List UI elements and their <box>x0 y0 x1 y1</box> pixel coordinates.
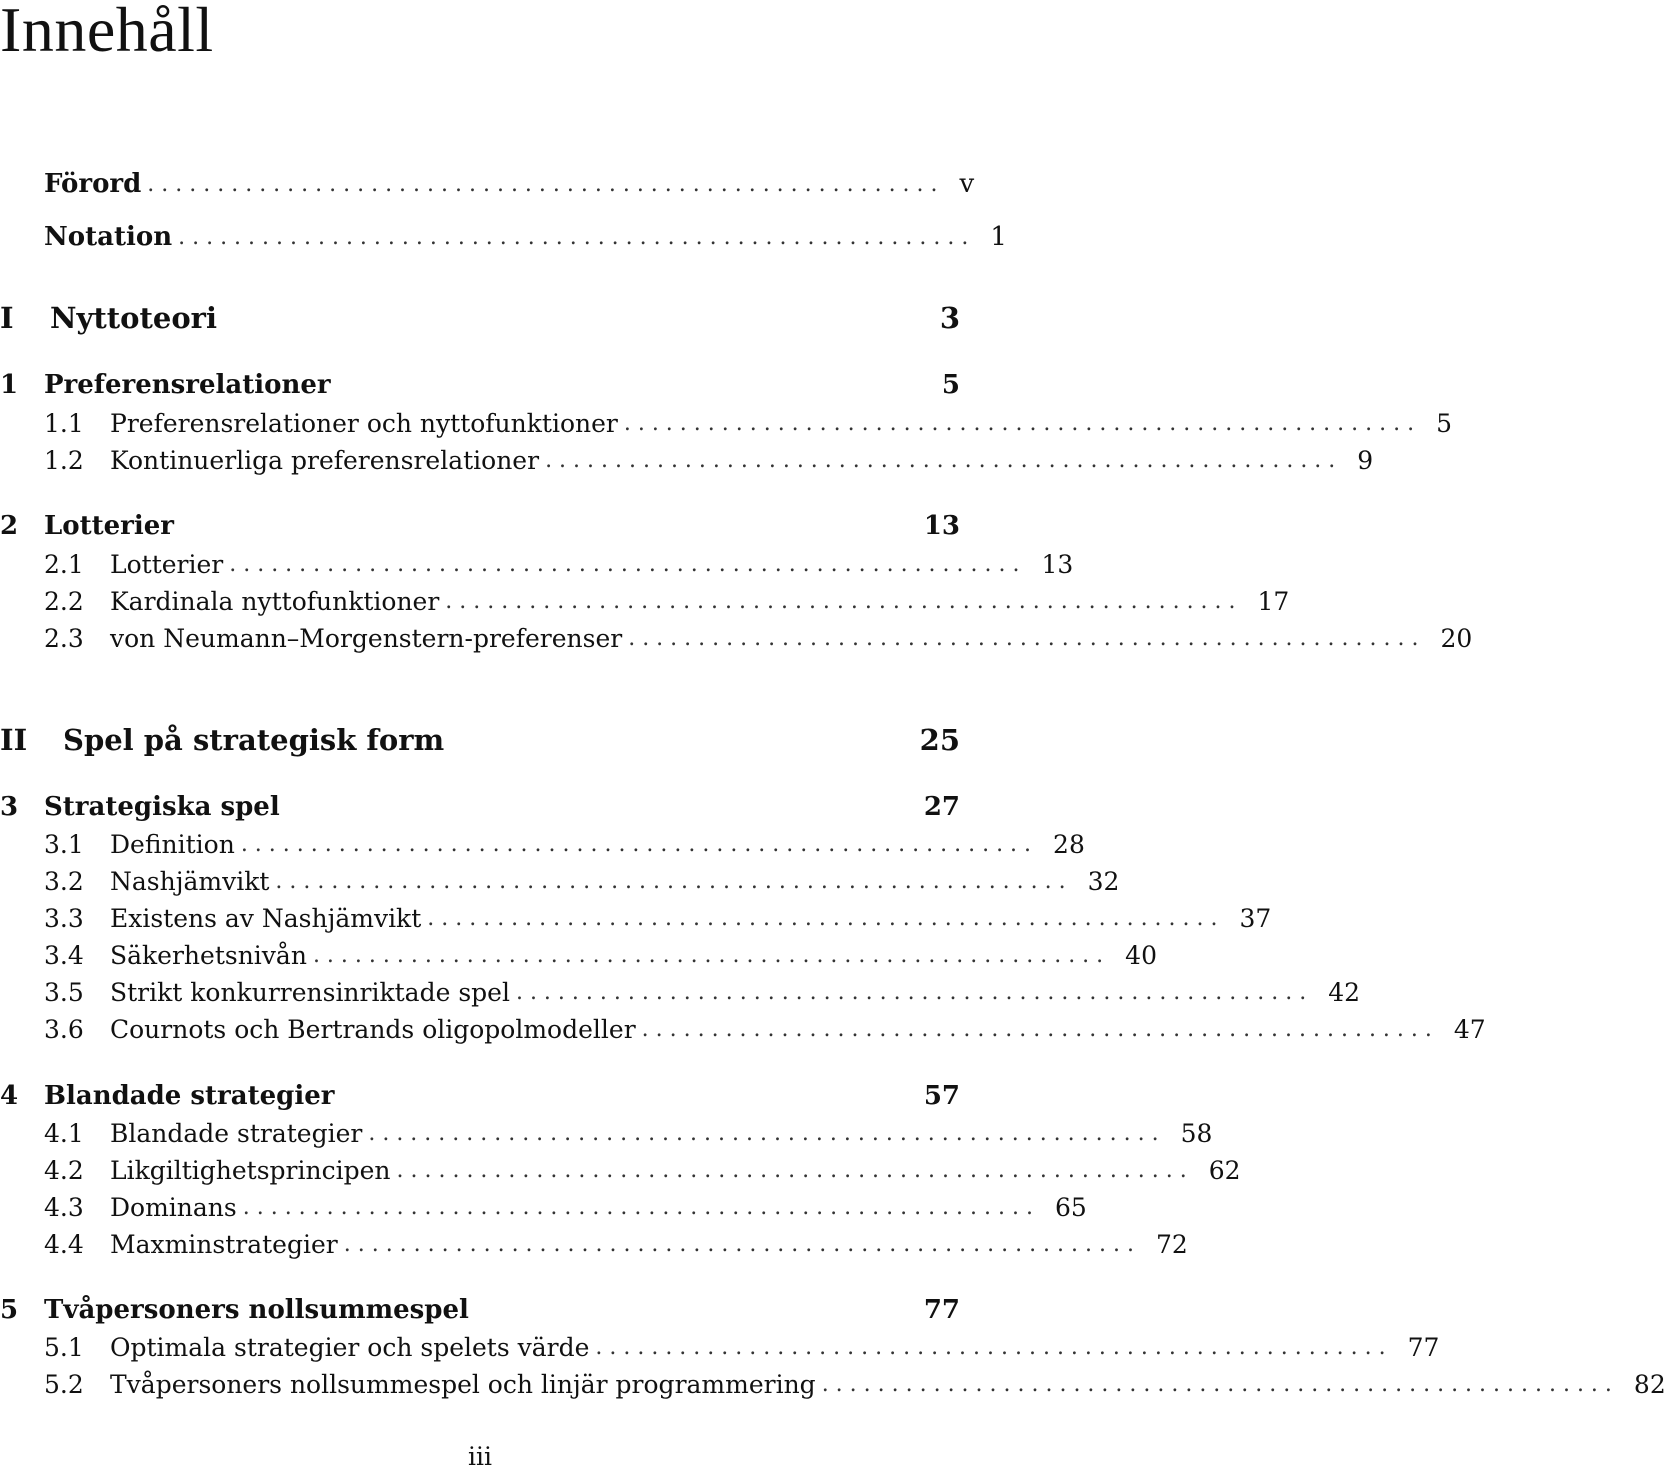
section-page: 40 <box>1125 940 1157 970</box>
section-number: 5.1 <box>44 1332 84 1362</box>
section-page: 17 <box>1257 586 1290 616</box>
section-number: 4.1 <box>44 1118 84 1148</box>
leader-dots: . . . . . . . . . . . . . . . . . . . . . . . . . . . . . . . . . . . . . . . . . . . . . . . . . . . . . . . . . <box>229 551 1020 577</box>
section-label: Blandade strategier <box>110 1118 363 1148</box>
toc-section-4-3[interactable] <box>0 1190 1087 1224</box>
toc-chapter-2[interactable] <box>0 509 960 543</box>
chapter-number: 1 <box>0 370 19 400</box>
chapter-page: 13 <box>923 511 960 541</box>
section-page: 58 <box>1180 1118 1213 1148</box>
chapter-page: 27 <box>923 792 960 822</box>
toc-section-4-4[interactable] <box>0 1227 1188 1261</box>
leader-dots: . . . . . . . . . . . . . . . . . . . . . . . . . . . . . . . . . . . . . . . . . . . . . . . . . . . . . . . . . <box>312 942 1104 968</box>
section-number: 1.1 <box>44 408 84 438</box>
section-label: Dominans <box>110 1192 237 1222</box>
part-numeral: II <box>0 723 28 757</box>
section-number: 3.6 <box>44 1014 84 1044</box>
section-number: 4.4 <box>44 1229 84 1259</box>
leader-dots: . . . . . . . . . . . . . . . . . . . . . . . . . . . . . . . . . . . . . . . . . . . . . . . . . . . . . . . . . <box>427 905 1218 931</box>
leader-dots: . . . . . . . . . . . . . . . . . . . . . . . . . . . . . . . . . . . . . . . . . . . . . . . . . . . . . . . . . <box>641 1016 1432 1042</box>
leader-dots: . . . . . . . . . . . . . . . . . . . . . . . . . . . . . . . . . . . . . . . . . . . . . . . . . . . . . . . . . <box>623 410 1415 436</box>
toc-chapter-5[interactable] <box>0 1293 960 1327</box>
toc-section-3-6[interactable] <box>0 1012 1486 1046</box>
leader-dots: . . . . . . . . . . . . . . . . . . . . . . . . . . . . . . . . . . . . . . . . . . . . . . . . . . . . . . . . . <box>242 1194 1033 1220</box>
toc-entry-foreword[interactable] <box>0 167 975 201</box>
toc-section-3-4[interactable] <box>0 938 1157 972</box>
section-page: 72 <box>1155 1229 1188 1259</box>
section-number: 2.2 <box>44 586 84 616</box>
section-number: 2.3 <box>44 623 84 653</box>
chapter-label: Blandade strategier <box>44 1081 335 1111</box>
section-label: Likgiltighetsprincipen <box>110 1155 391 1185</box>
leader-dots: . . . . . . . . . . . . . . . . . . . . . . . . . . . . . . . . . . . . . . . . . . . . . . . . . . . . . . . . . <box>515 979 1307 1005</box>
toc-section-5-1[interactable] <box>0 1330 1440 1364</box>
chapter-page: 5 <box>941 370 960 400</box>
leader-dots: . . . . . . . . . . . . . . . . . . . . . . . . . . . . . . . . . . . . . . . . . . . . . . . . . . . . . . . . . <box>821 1371 1612 1397</box>
toc-section-1-2[interactable] <box>0 443 1374 477</box>
section-number: 5.2 <box>44 1369 84 1399</box>
chapter-label: Lotterier <box>44 511 174 541</box>
toc-entry-notation[interactable] <box>0 220 1007 254</box>
leader-dots: . . . . . . . . . . . . . . . . . . . . . . . . . . . . . . . . . . . . . . . . . . . . . . . . . . . . . . . . . <box>595 1334 1386 1360</box>
chapter-number: 4 <box>0 1081 19 1111</box>
part-page: 25 <box>919 723 960 757</box>
section-label: Säkerhetsnivån <box>110 940 307 970</box>
toc-section-3-5[interactable] <box>0 975 1360 1009</box>
leader-dots: . . . . . . . . . . . . . . . . . . . . . . . . . . . . . . . . . . . . . . . . . . . . . . . . . . . . . . . . . <box>545 447 1336 473</box>
section-number: 3.2 <box>44 866 84 896</box>
leader-dots: . . . . . . . . . . . . . . . . . . . . . . . . . . . . . . . . . . . . . . . . . . . . . . . . . . . . . . . . . <box>445 588 1236 614</box>
section-number: 4.3 <box>44 1192 84 1222</box>
section-label: Nashjämvikt <box>110 866 270 896</box>
section-number: 3.1 <box>44 829 84 859</box>
toc-section-4-1[interactable] <box>0 1116 1213 1150</box>
entry-label: Notation <box>44 222 173 252</box>
chapter-label: Strategiska spel <box>44 792 280 822</box>
section-label: Maxminstrategier <box>110 1229 338 1259</box>
entry-page: 1 <box>990 222 1007 252</box>
leader-dots: . . . . . . . . . . . . . . . . . . . . . . . . . . . . . . . . . . . . . . . . . . . . . . . . . . . . . . . . . <box>147 171 938 197</box>
section-page: 9 <box>1357 445 1374 475</box>
chapter-number: 5 <box>0 1295 19 1325</box>
toc-section-3-3[interactable] <box>0 901 1272 935</box>
section-label: Kardinala nyttofunktioner <box>110 586 440 616</box>
section-page: 42 <box>1328 977 1360 1007</box>
section-page: 13 <box>1041 549 1074 579</box>
section-page: 82 <box>1633 1369 1666 1399</box>
section-page: 5 <box>1436 408 1452 438</box>
section-page: 47 <box>1453 1014 1486 1044</box>
chapter-page: 77 <box>923 1295 960 1325</box>
toc-section-2-2[interactable] <box>0 584 1290 618</box>
leader-dots: . . . . . . . . . . . . . . . . . . . . . . . . . . . . . . . . . . . . . . . . . . . . . . . . . . . . . . . . . <box>240 831 1032 857</box>
section-number: 2.1 <box>44 549 84 579</box>
section-label: Kontinuerliga preferensrelationer <box>110 445 540 475</box>
section-label: Definition <box>110 829 235 859</box>
section-page: 28 <box>1053 829 1085 859</box>
section-number: 3.3 <box>44 903 84 933</box>
toc-chapter-1[interactable] <box>0 368 960 402</box>
part-label: Nyttoteori <box>50 301 217 335</box>
section-page: 32 <box>1087 866 1120 896</box>
leader-dots: . . . . . . . . . . . . . . . . . . . . . . . . . . . . . . . . . . . . . . . . . . . . . . . . . . . . . . . . . <box>368 1120 1159 1146</box>
section-page: 62 <box>1208 1155 1241 1185</box>
leader-dots: . . . . . . . . . . . . . . . . . . . . . . . . . . . . . . . . . . . . . . . . . . . . . . . . . . . . . . . . . <box>396 1157 1187 1183</box>
toc-title: Innehåll <box>0 0 214 65</box>
section-label: Preferensrelationer och nyttofunktioner <box>110 408 618 438</box>
section-label: Cournots och Bertrands oligopolmodeller <box>110 1014 636 1044</box>
entry-label: Förord <box>44 169 142 199</box>
section-number: 1.2 <box>44 445 84 475</box>
part-label: Spel på strategisk form <box>63 723 445 757</box>
chapter-number: 3 <box>0 792 19 822</box>
section-label: Strikt konkurrensinriktade spel <box>110 977 510 1007</box>
section-label: von Neumann–Morgenstern-preferenser <box>110 623 623 653</box>
section-label: Tvåpersoners nollsummespel och linjär programmering <box>110 1369 816 1399</box>
section-number: 3.4 <box>44 940 84 970</box>
leader-dots: . . . . . . . . . . . . . . . . . . . . . . . . . . . . . . . . . . . . . . . . . . . . . . . . . . . . . . . . . <box>628 625 1419 651</box>
leader-dots: . . . . . . . . . . . . . . . . . . . . . . . . . . . . . . . . . . . . . . . . . . . . . . . . . . . . . . . . . <box>343 1231 1134 1257</box>
section-label: Lotterier <box>110 549 224 579</box>
section-page: 37 <box>1239 903 1272 933</box>
chapter-page: 57 <box>923 1081 960 1111</box>
section-page: 65 <box>1054 1192 1087 1222</box>
part-page: 3 <box>939 301 960 335</box>
toc-section-2-3[interactable] <box>0 621 1473 655</box>
section-label: Optimala strategier och spelets värde <box>110 1332 590 1362</box>
toc-section-3-2[interactable] <box>0 864 1120 898</box>
toc-chapter-3[interactable] <box>0 790 960 824</box>
toc-section-3-1[interactable] <box>0 827 1085 861</box>
leader-dots: . . . . . . . . . . . . . . . . . . . . . . . . . . . . . . . . . . . . . . . . . . . . . . . . . . . . . . . . . <box>275 868 1066 894</box>
toc-section-4-2[interactable] <box>0 1153 1241 1187</box>
chapter-label: Preferensrelationer <box>44 370 331 400</box>
section-number: 3.5 <box>44 977 84 1007</box>
toc-section-2-1[interactable] <box>0 547 1074 581</box>
entry-page: v <box>959 169 975 199</box>
toc-section-5-2[interactable] <box>0 1367 1666 1401</box>
toc-part-2[interactable] <box>0 720 960 760</box>
chapter-number: 2 <box>0 511 19 541</box>
section-number: 4.2 <box>44 1155 84 1185</box>
section-page: 77 <box>1407 1332 1440 1362</box>
part-numeral: I <box>0 301 14 335</box>
page-number: iii <box>468 1442 492 1471</box>
toc-chapter-4[interactable] <box>0 1079 960 1113</box>
leader-dots: . . . . . . . . . . . . . . . . . . . . . . . . . . . . . . . . . . . . . . . . . . . . . . . . . . . . . . . . . <box>178 224 969 250</box>
section-label: Existens av Nashjämvikt <box>110 903 422 933</box>
toc-part-1[interactable] <box>0 298 960 338</box>
toc-section-1-1[interactable] <box>0 406 1452 440</box>
chapter-label: Tvåpersoners nollsummespel <box>44 1295 469 1325</box>
section-page: 20 <box>1440 623 1473 653</box>
